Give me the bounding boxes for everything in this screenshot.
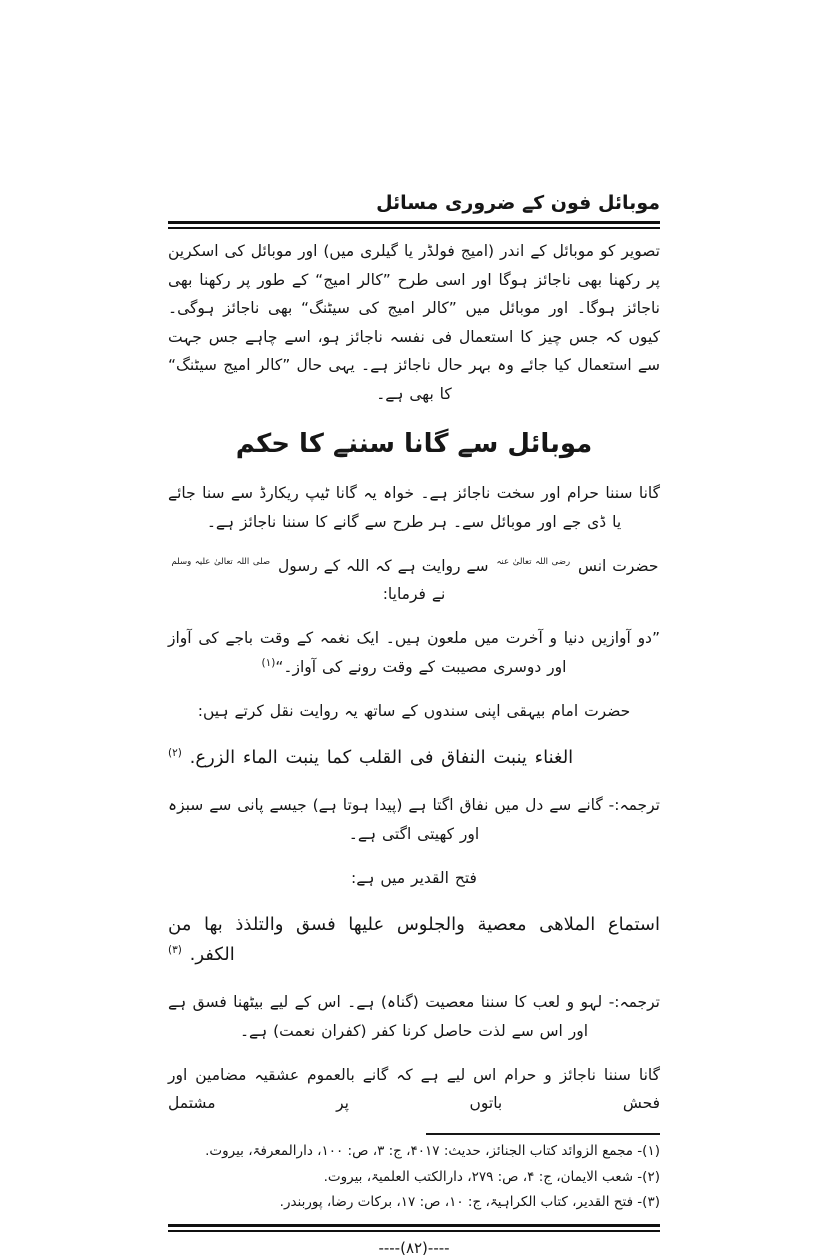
footnotes-block xyxy=(168,1139,660,1216)
hadith-quote-text: ”دو آوازیں دنیا و آخرت میں ملعون ہیں۔ ایک نغمہ کے وقت باجے کی آواز اور دوسری مصیبت کے وقت رونے کی آواز۔“ xyxy=(168,629,660,676)
paragraph-color-image-ruling: تصویر کو موبائل کے اندر (امیج فولڈر یا گیلری میں) اور موبائل کی اسکرین پر رکھنا بھی ناجائز ہوگا اور اسی طرح ”کالر امیج“ کے طور پر رکھنا بھی ناجائز ہوگا۔ اور موبائل میں ”کالر امیج کی سیٹنگ“ بھی ناجائز ہوگی۔ کیوں کہ جس چیز کا استعمال فی نفسہ ناجائز ہو، اسے چاہے جس جہت سے استعمال کیا جائے وہ بہر حال ناجائز ہے۔ یہی حال ”کالر امیج سیٹنگ“ کا بھی ہے۔ xyxy=(168,242,660,403)
page-number: ----(۸۲)---- xyxy=(378,1238,450,1257)
footnote-separator-rule xyxy=(426,1133,660,1135)
hadith-intro-post: نے فرمایا: xyxy=(382,585,446,603)
translation-istima: ترجمہ:- لہو و لعب کا سننا معصیت (گناہ) ہے۔ اس کے لیے بیٹھنا فسق ہے اور اس سے لذت حاصل کرنا کفر (کفران نعمت) ہے۔ xyxy=(168,993,660,1040)
page-content xyxy=(168,190,660,1257)
honorific-radiallahu-anhu: رضی اللہ تعالیٰ عنہ xyxy=(496,557,571,568)
fath-alqadir-intro-line: فتح القدیر میں ہے: xyxy=(351,868,477,887)
header-double-rule xyxy=(168,221,660,229)
arabic-quote-ghina xyxy=(168,743,660,773)
paragraph-why-haram: گانا سننا ناجائز و حرام اس لیے ہے کہ گانے بالعموم عشقیہ مضامین اور فحش باتوں پر مشتمل xyxy=(168,1065,660,1112)
footnote-ref-2: (۲) xyxy=(168,747,182,759)
arabic-quote-ghina-text: الغناء ينبت النفاق فى القلب كما ينبت الماء الزرع. xyxy=(189,747,574,768)
hadith-intro-mid: سے روایت ہے کہ اللہ کے رسول xyxy=(277,556,489,575)
arabic-quote-istima-text: استماع الملاهى معصية والجلوس عليها فسق والتلذذ بها من الكفر. xyxy=(168,914,660,965)
footnote-item-1: (۱)- مجمع الزوائد کتاب الجنائز، حدیث: ۴۰۱۷، ج: ۳، ص: ۱۰۰، دارالمعرفۃ، بیروت. xyxy=(205,1143,660,1159)
hadith-intro-pre: حضرت انس xyxy=(577,556,659,575)
arabic-quote-istima xyxy=(168,910,660,970)
paragraph-music-haram: گانا سننا حرام اور سخت ناجائز ہے۔ خواہ یہ گانا ٹیپ ریکارڈ سے سنا جائے یا ڈی جے اور موبائل سے۔ ہر طرح سے گانے کا سننا ناجائز ہے۔ xyxy=(168,484,660,531)
footnote-item-3: (۳)- فتح القدیر، کتاب الکراہیۃ، ج: ۱۰، ص: ۱۷، برکات رضا، پوربندر. xyxy=(279,1194,660,1210)
bayhaqi-intro-line: حضرت امام بیہقی اپنی سندوں کے ساتھ یہ روایت نقل کرتے ہیں: xyxy=(197,701,631,720)
footnote-item-2: (۲)- شعب الایمان، ج: ۴، ص: ۲۷۹، دارالکتب العلمیۃ، بیروت. xyxy=(323,1168,660,1185)
section-heading-music-ruling: موبائل سے گانا سننے کا حکم xyxy=(235,428,593,459)
hadith-quote xyxy=(168,624,660,681)
translation-ghina: ترجمہ:- گانے سے دل میں نفاق اگتا ہے (پیدا ہوتا ہے) جیسے پانی سے سبزہ اور کھیتی اگتی ہے۔ xyxy=(168,796,660,843)
page-header-title: موبائل فون کے ضروری مسائل xyxy=(376,192,660,214)
footnote-ref-1: (۱) xyxy=(261,656,276,669)
hadith-intro-line xyxy=(168,552,660,609)
footnote-ref-3: (۳) xyxy=(168,944,182,956)
footer-double-rule xyxy=(168,1224,660,1232)
honorific-sallallahu-alaihi-wasallam: صلی اللہ تعالیٰ علیہ وسلم xyxy=(171,557,271,568)
